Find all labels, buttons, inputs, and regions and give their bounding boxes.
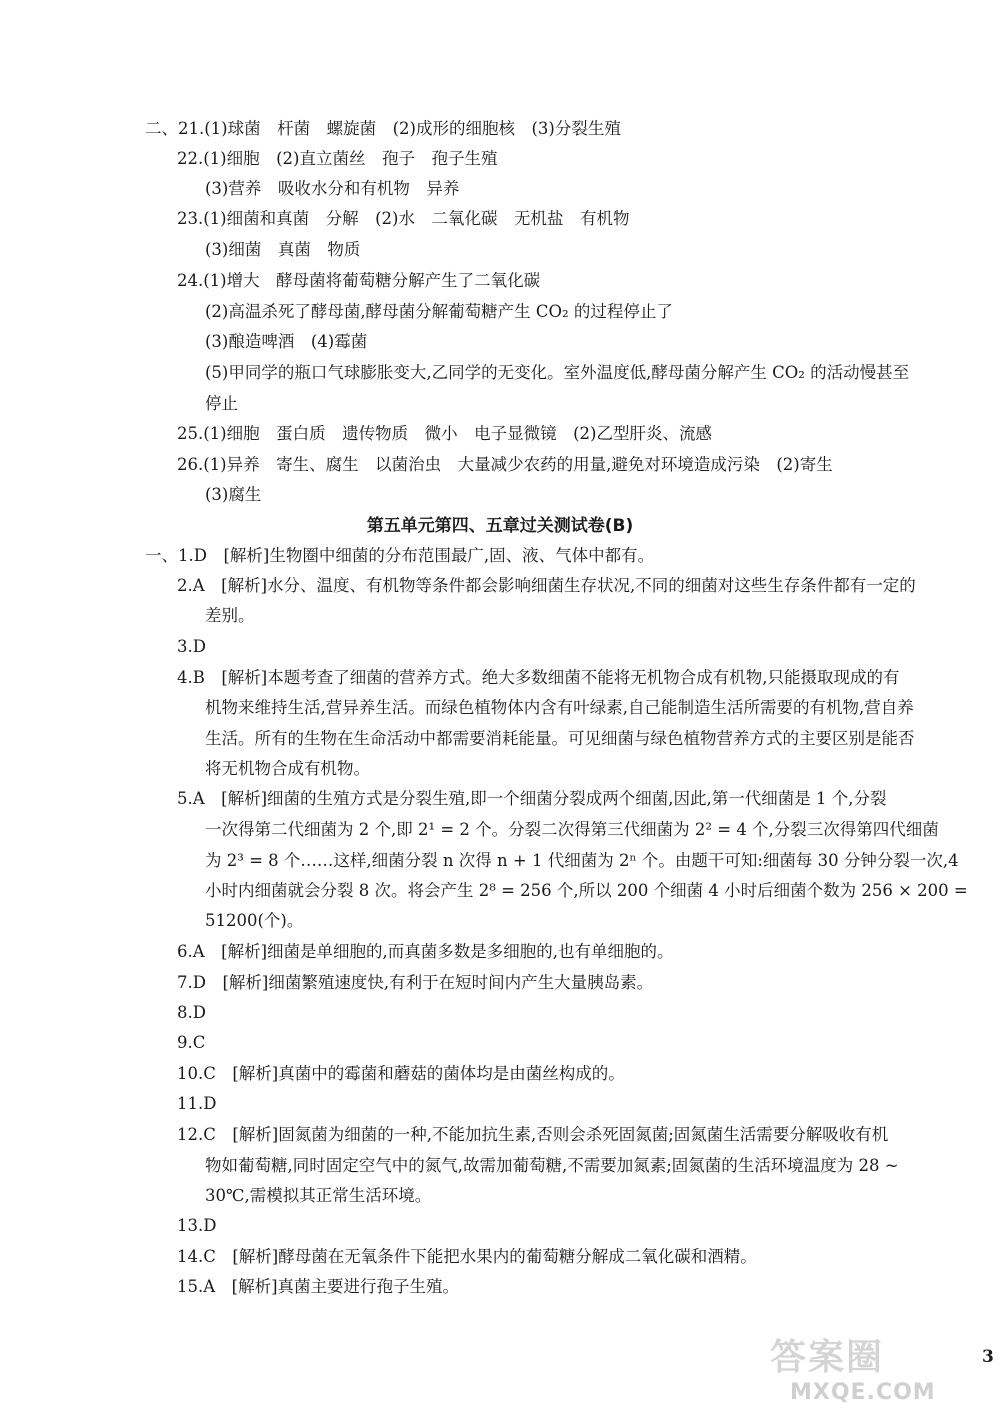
answer-5-line2: 一次得第二代细菌为 2 个,即 2¹ = 2 个。分裂二次得第三代细菌为 2² = 4 个,分裂三次得第四代细菌 (205, 820, 939, 839)
answer-4-line4: 将无机物合成有机物。 (205, 759, 370, 778)
answer-13: 13.D (177, 1216, 217, 1235)
answer-2-line2: 差别。 (205, 606, 255, 625)
answer-15: 15.A [解析]真菌主要进行孢子生殖。 (177, 1277, 460, 1296)
answer-9: 9.C (177, 1033, 206, 1052)
answer-22-line2: (3)营养 吸收水分和有机物 异养 (205, 179, 460, 198)
answer-5-line4: 小时内细菌就会分裂 8 次。将会产生 2⁸ = 256 个,所以 200 个细菌 4 小时后细菌个数为 256 × 200 = (205, 881, 968, 900)
answer-24-line1: 24.(1)增大 酵母菌将葡萄糖分解产生了二氧化碳 (177, 271, 541, 290)
answer-8: 8.D (177, 1003, 206, 1022)
answer-12-line3: 30℃,需模拟其正常生活环境。 (205, 1186, 432, 1205)
answer-26-line1: 26.(1)异养 寄生、腐生 以菌治虫 大量减少农药的用量,避免对环境造成污染 (2)寄生 (177, 455, 833, 474)
answer-11: 11.D (177, 1094, 217, 1113)
answer-4-line2: 机物来维持生活,营异养生活。而绿色植物体内含有叶绿素,自己能制造生活所需要的有机物,营自养 (205, 698, 914, 717)
answer-22-line1: 22.(1)细胞 (2)直立菌丝 孢子 孢子生殖 (177, 149, 498, 168)
watermark-top-text: 答案圈 (770, 1337, 885, 1378)
answer-24-line4: (5)甲同学的瓶口气球膨胀变大,乙同学的无变化。室外温度低,酵母菌分解产生 CO₂ 的活动慢甚至 (205, 363, 910, 382)
answer-5-line5: 51200(个)。 (205, 911, 304, 930)
answer-3: 3.D (177, 637, 206, 656)
answer-6: 6.A [解析]细菌是单细胞的,而真菌多数是多细胞的,也有单细胞的。 (177, 942, 674, 961)
answer-23-line2: (3)细菌 真菌 物质 (205, 240, 361, 259)
answer-4-line1: 4.B [解析]本题考查了细菌的营养方式。绝大多数细菌不能将无机物合成有机物,只能摄取现成的有 (177, 668, 900, 687)
answer-26-line2: (3)腐生 (205, 485, 262, 504)
answer-10: 10.C [解析]真菌中的霉菌和蘑菇的菌体均是由菌丝构成的。 (177, 1064, 625, 1083)
watermark-logo (762, 1338, 990, 1408)
answer-5-line3: 为 2³ = 8 个……这样,细菌分裂 n 次得 n + 1 代细菌为 2ⁿ 个。由题干可知:细菌每 30 分钟分裂一次,4 (205, 851, 959, 870)
answer-1: 一、1.D [解析]生物圈中细菌的分布范围最广,固、液、气体中都有。 (145, 546, 655, 565)
section-title: 第五单元第四、五章过关测试卷(B) (366, 516, 634, 536)
answer-25: 25.(1)细胞 蛋白质 遗传物质 微小 电子显微镜 (2)乙型肝炎、流感 (177, 424, 712, 443)
watermark-bottom-text: MXQE.COM (790, 1380, 936, 1405)
answer-12-line1: 12.C [解析]固氮菌为细菌的一种,不能加抗生素,否则会杀死固氮菌;固氮菌生活需要分解吸收有机 (177, 1125, 889, 1144)
page-number: 3 (982, 1347, 994, 1367)
answer-14: 14.C [解析]酵母菌在无氧条件下能把水果内的葡萄糖分解成二氧化碳和酒精。 (177, 1247, 757, 1266)
answer-5-line1: 5.A [解析]细菌的生殖方式是分裂生殖,即一个细菌分裂成两个细菌,因此,第一代细菌是 1 个,分裂 (177, 789, 887, 808)
answer-7: 7.D [解析]细菌繁殖速度快,有利于在短时间内产生大量胰岛素。 (177, 973, 654, 992)
answer-24-line2: (2)高温杀死了酵母菌,酵母菌分解葡萄糖产生 CO₂ 的过程停止了 (205, 302, 673, 321)
answer-24-line5: 停止 (205, 394, 238, 413)
answer-4-line3: 生活。所有的生物在生命活动中都需要消耗能量。可见细菌与绿色植物营养方式的主要区别是能否 (205, 729, 915, 748)
answer-21: 二、21.(1)球菌 杆菌 螺旋菌 (2)成形的细胞核 (3)分裂生殖 (145, 119, 621, 138)
answer-2-line1: 2.A [解析]水分、温度、有机物等条件都会影响细菌生存状况,不同的细菌对这些生存条件都有一定的 (177, 576, 916, 595)
answer-23-line1: 23.(1)细菌和真菌 分解 (2)水 二氧化碳 无机盐 有机物 (177, 209, 630, 228)
answer-24-line3: (3)酿造啤酒 (4)霉菌 (205, 332, 368, 351)
answer-12-line2: 物如葡萄糖,同时固定空气中的氮气,故需加葡萄糖,不需要加氮素;固氮菌的生活环境温度为 28 ~ (205, 1156, 899, 1175)
